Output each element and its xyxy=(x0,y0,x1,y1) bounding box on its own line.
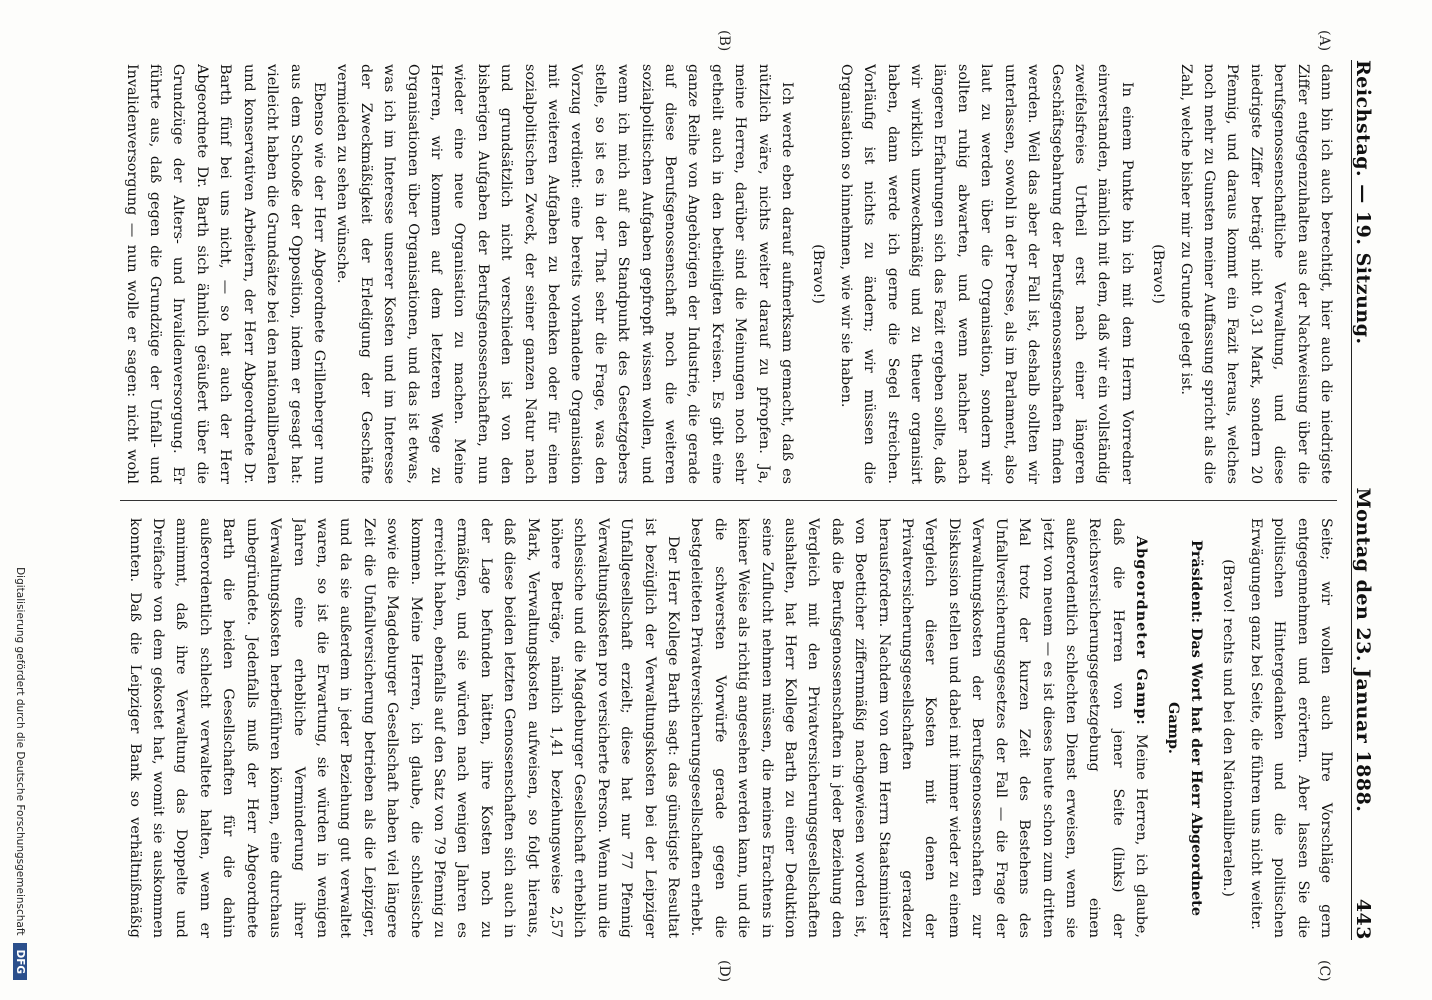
president-announcement: Präsident: Das Wort hat der Herr Abgeordnete Gamp. xyxy=(1164,540,1205,916)
paragraph: dann bin ich auch berechtigt, hier auch die niedrigste Ziffer entgegenzuhalten aus der Nachweisung über die berufsgenossenschaftliche Verwaltung, und diese niedrigste Ziffer beträgt nicht 0,31 Mark, sondern 20 Pfennig, und daraus kommt ein Fazit heraus, welches noch mehr zu Gunsten meiner Auffassung spricht als die Zahl, welche bisher mir zu Grunde gelegt ist. xyxy=(1177,64,1334,484)
margin-mark-c: (C) xyxy=(1316,960,1332,982)
left-column xyxy=(120,64,1337,484)
margin-mark-a: (A) xyxy=(1316,30,1332,52)
running-head xyxy=(1351,60,1386,940)
column-divider xyxy=(120,500,1337,501)
paragraph: Ich werde eben darauf aufmerksam gemacht, daß es nützlich wäre, nichts weiter darauf zu pfropfen. Ja, meine Herren, darüber sind die Meinungen noch sehr getheilt auch in den betheiligten Kreisen. Es gibt eine ganze Reihe von Angehörigen der Industrie, die gerade auf diese Berufsgenossenschaft noch die weiteren sozialpolitischen Aufgaben gepfropft wissen wollen, und wenn ich mich auf den Standpunkt des Gesetzgebers stelle, so ist es in der That sehr die Frage, was den Vorzug verdient: eine bereits vorhandene Organisation mit weiteren Aufgaben zu bedenken oder für einen sozialpolitischen Zweck, der seiner ganzen Natur nach und grundsätzlich nicht verschieden ist von den bisherigen Aufgaben der Berufsgenossenschaften, nun wieder eine neue Organisation zu machen. Meine Herren, wir kommen auf dem letzteren Wege zu Organisationen über Organisationen, und das ist etwas, was ich im Interesse unserer Kosten und im Interesse der Zweckmäßigkeit der Erledigung der Geschäfte vermieden zu sehen wünsche. xyxy=(334,64,796,484)
margin-mark-d: (D) xyxy=(716,960,732,983)
right-column xyxy=(120,518,1337,938)
paragraph: In einem Punkte bin ich mit dem Herrn Vorredner einverstanden, nämlich mit dem, daß wir ein vollständig zweifelsfreies Urtheil erst nach einer längeren Geschäftsgebahrung der Berufsgenossenschaften finden werden. Weil das aber der Fall ist, deshalb sollten wir unterlassen, sowohl in der Presse, als im Parlament, also laut zu werden über die Organisation, sondern wir sollten ruhig abwarten, und wenn nachher nach längeren Erfahrungen sich das Fazit ergeben sollte, daß wir wirklich unzweckmäßig und zu theuer organisirt haben, dann werde ich gerne die Segel streichen. Vorläufig ist nichts zu ändern; wir müssen die Organisation so hinnehmen, wie wir sie haben. xyxy=(837,64,1135,484)
paragraph: Ebenso wie der Herr Abgeordnete Grillenberger nun aus dem Schooße der Opposition, indem er gesagt hat: vielleicht haben die Grundsätze bei den nationalliberalen und konservativen Arbeitern, der Herr Abgeordnete Dr. Barth fünf bei uns nicht, — so hat auch der Herr Abgeordnete Dr. Barth sich ähnlich geäußert über die Grundzüge der Alters- und Invalidenversorgung. Er führte aus, daß gegen die Grundzüge der Unfall- und Invalidenversorgung — nun wolle er sagen: nicht wohl xyxy=(123,64,327,484)
dfg-logo: DFG xyxy=(13,943,27,980)
speaker-name: Abgeordneter Gamp: xyxy=(1133,536,1151,726)
paragraph: Seite; wir wollen auch Ihre Vorschläge gern entgegennehmen und erörtern. Aber lassen Sie die politischen Hintergedanken und die politischen Erwägungen ganz bei Seite, die führen uns nicht weiter. xyxy=(1247,518,1334,938)
interjection: (Bravo!) xyxy=(810,244,827,304)
digitization-credit-text: Digitalisierung gefördert durch die Deutsche Forschungsgemeinschaft xyxy=(14,567,26,936)
page-number: 443 xyxy=(1352,898,1374,940)
header-date: Montag den 23. Januar 1888. xyxy=(1352,487,1374,813)
speech-paragraph xyxy=(684,518,1153,938)
paragraph: Der Herr Kollege Barth sagt: das günstigste Resultat ist bezüglich der Verwaltungskosten bei der Leipziger Unfallgesellschaft erzielt; diese hat nur 77 Pfennig Verwaltungskosten pro versicherte Person. Wenn nun die schlesische und die Magdeburger Gesellschaft erheblich höhere Beträge, nämlich 1,41 beziehungsweise 2,57 Mark, Verwaltungskosten aufweisen, so folgt hieraus, daß diese beiden letzten Genossenschaften sich auch in der Lage befunden hätten, ihre Kosten noch zu ermäßigen, und sie würden nach wenigen Jahren es erreicht haben, ebenfalls auf den Satz von 79 Pfennig zu kommen. Meine Herren, ich glaube, die schlesische sowie die Magdeburger Gesellschaft haben viel längere Zeit die Unfallversicherung betrieben als die Leipziger, und da sie außerdem in jeder Beziehung gut verwaltet waren, so ist die Erwartung, sie würden in wenigen Jahren eine erhebliche Verminderung ihrer Verwaltungskosten herbeiführen können, eine durchaus unbegründete. Jedenfalls muß der Herr Abgeordnete Barth die beiden Gesellschaften für die dahin außerordentlich schlecht verwaltete halten, wenn er annimmt, daß ihre Verwaltung das Doppelte und Dreifache von dem gekostet hat, womit sie auskommen konnten. Daß die Leipziger Bank so verhältnißmäßig xyxy=(126,518,682,938)
header-session: Reichstag. — 19. Sitzung. xyxy=(1352,60,1374,345)
margin-mark-b: (B) xyxy=(716,30,732,52)
interjection: (Bravo!) xyxy=(1150,244,1167,304)
speech-text: Meine Herren, ich glaube, daß die Herren von jener Seite (links) der Reichsversicherungsgesetzgebung einen außerordentlich schlechten Dienst erweisen, wenn sie jetzt von neuem — es ist dieses heute schon zum dritten Mal trotz der kurzen Zeit des Bestehens des Unfallversicherungsgesetzes der Fall — die Frage der Verwaltungskosten der Berufsgenossenschaften zur Diskussion stellen und dabei mit immer wieder zu einem Vergleich dieser Kosten mit denen der Privatversicherungsgesellschaften geradezu herausfordern. Nachdem von dem Herrn Staatsminister von Boetticher ziffernmäßig nachgewiesen worden ist, daß die Berufsgenossenschaften in jeder Beziehung den Vergleich mit den Privatversicherungsgesellschaften aushalten, hat Herr Kollege Barth zu einer Deduktion seine Zuflucht nehmen müssen, die meines Erachtens in keiner Weise als richtig angesehen werden kann, und die die schwersten Vorwürfe gerade gegen die bestgeleiteten Privatversicherungsgesellschaften erhebt. xyxy=(688,518,1150,938)
digitization-credit xyxy=(0,0,40,1000)
interjection: (Bravo! rechts und bei den Nationalliberalen.) xyxy=(1220,559,1237,897)
